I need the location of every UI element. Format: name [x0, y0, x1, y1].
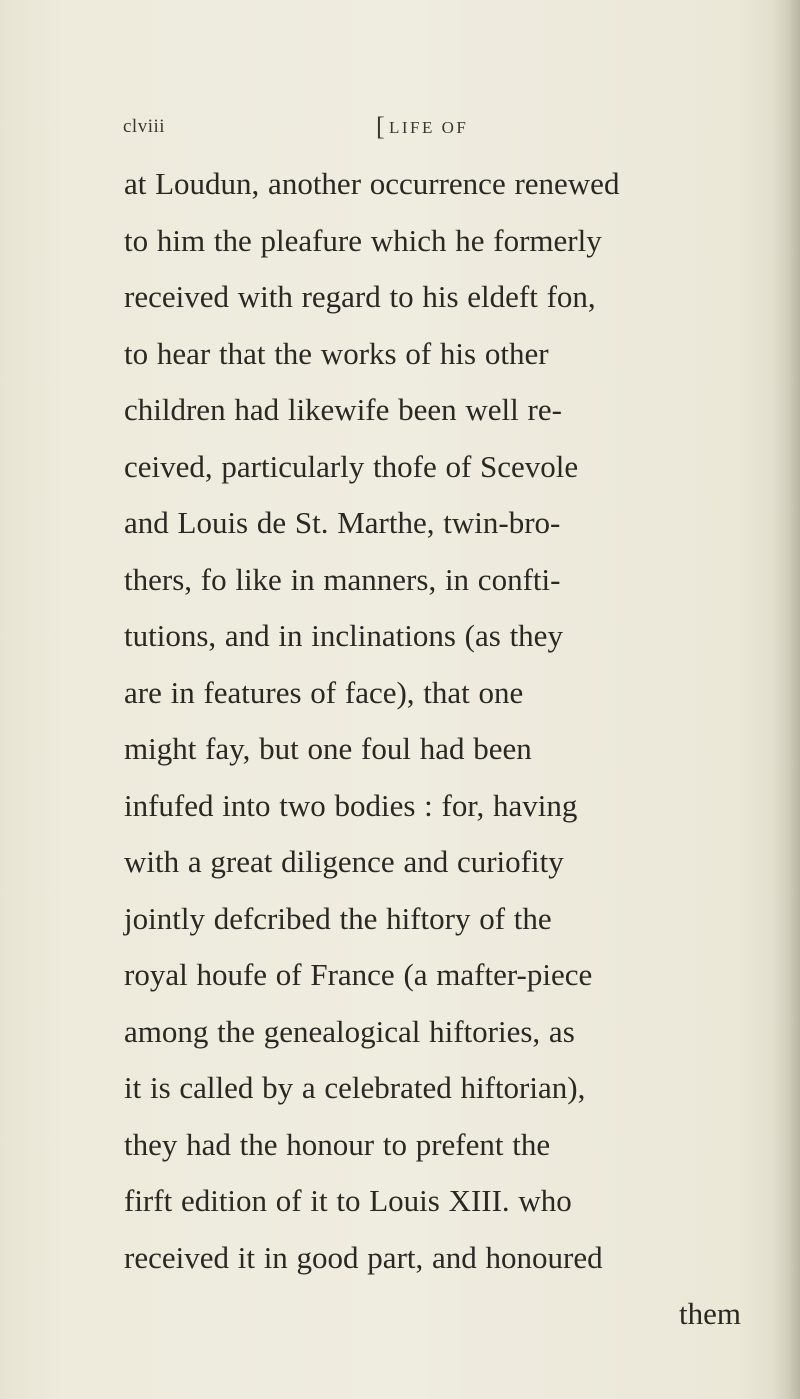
text-line: thers, fo like in manners, in confti- [124, 561, 561, 597]
text-line: ceived, particularly thofe of Scevole [124, 448, 579, 484]
text-line: it is called by a celebrated hiftorian), [124, 1070, 586, 1105]
running-title: LIFE OF [389, 118, 469, 137]
text-line: royal houfe of France (a mafter-piece [124, 957, 593, 992]
text-line: infufed into two bodies : for, having [124, 787, 578, 823]
body-text [124, 156, 744, 1343]
text-line: with a great diligence and curiofity [124, 844, 564, 879]
text-line: at Loudun, another occurrence renewed [124, 166, 620, 201]
text-line: received it in good part, and honoured [124, 1239, 603, 1275]
text-line: jointly defcribed the hiftory of the [124, 900, 552, 936]
text-line: among the genealogical hiftories, as [124, 1013, 575, 1049]
page-number: clviii [123, 116, 166, 137]
text-line: received with regard to his eldeft fon, [124, 279, 596, 314]
page-edge-shadow [772, 0, 800, 1399]
header-bracket: [ [376, 112, 385, 141]
catchword: them [679, 1296, 741, 1331]
text-line: firft edition of it to Louis XIII. who [124, 1183, 572, 1218]
text-line: they had the honour to prefent the [124, 1126, 551, 1162]
text-line: children had likewife been well re- [124, 392, 562, 427]
text-line: to him the pleafure which he formerly [124, 222, 602, 258]
text-line: might fay, but one foul had been [124, 731, 532, 766]
text-line: to hear that the works of his other [124, 335, 549, 371]
text-line: are in features of face), that one [124, 674, 524, 710]
text-line: tutions, and in inclinations (as they [124, 618, 563, 653]
text-line: and Louis de St. Marthe, twin-bro- [124, 505, 561, 540]
running-head [123, 112, 683, 141]
